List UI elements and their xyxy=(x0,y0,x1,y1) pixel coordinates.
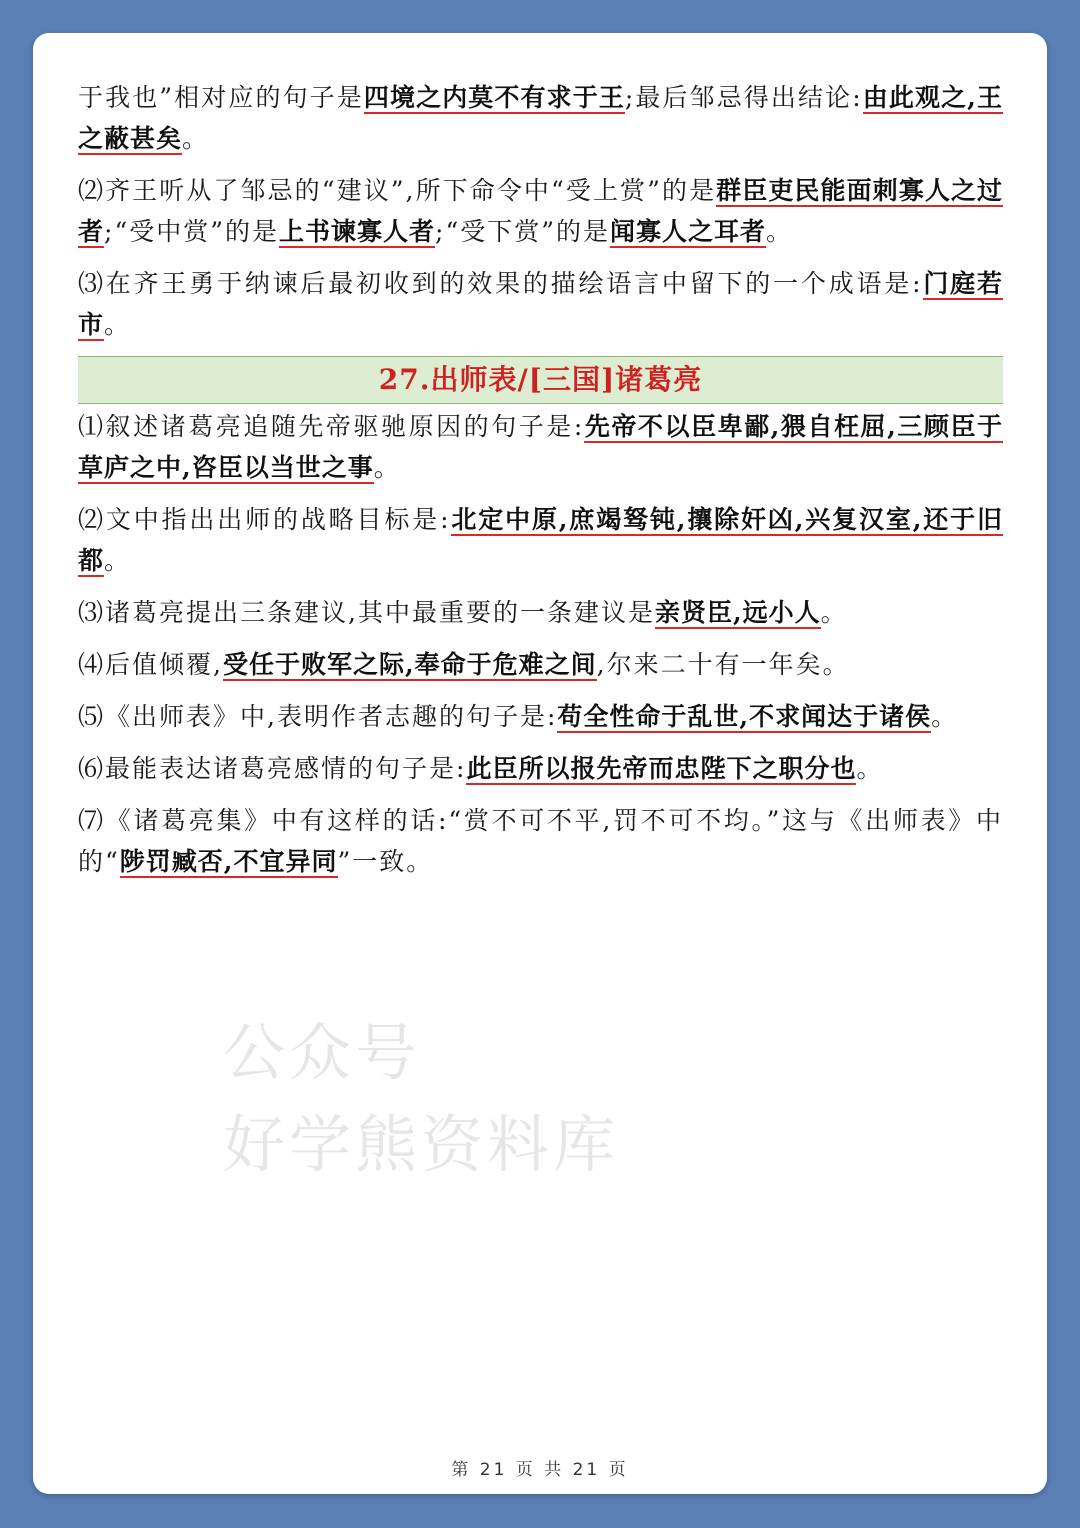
answer-text: 陟罚臧否,不宜异同 xyxy=(119,847,338,876)
answer-text: 受任于败军之际,奉命于危难之间 xyxy=(222,650,597,679)
question-paragraph xyxy=(78,77,1003,159)
question-text: 。 xyxy=(856,754,884,783)
question-text: ”一致。 xyxy=(337,847,434,876)
question-text: ;最后邹忌得出结论: xyxy=(624,83,863,112)
question-paragraph xyxy=(78,406,1003,488)
watermark-line-1: 公众号 xyxy=(223,1016,422,1089)
answer-text: 群臣吏民能面刺寡人之过者 xyxy=(78,176,1003,246)
answer-text: 北定中原,庶竭驽钝,攘除奸凶,兴复汉室,还于旧都 xyxy=(78,505,1003,575)
question-text: ⑺《诸葛亮集》中有这样的话:“赏不可不平,罚不可不均。”这与《出师表》中的“ xyxy=(78,806,1003,876)
answer-text: 闻寡人之耳者 xyxy=(610,217,767,246)
question-paragraph xyxy=(78,592,1003,633)
question-text: ⑵齐王听从了邹忌的“建议”,所下命令中“受上赏”的是 xyxy=(78,176,717,205)
question-paragraph xyxy=(78,800,1003,882)
answer-text: 亲贤臣,远小人 xyxy=(654,598,821,627)
document-page xyxy=(33,33,1047,1494)
page-content xyxy=(78,77,1003,893)
answer-text: 先帝不以臣卑鄙,猥自枉屈,三顾臣于草庐之中,咨臣以当世之事 xyxy=(78,412,1003,482)
answer-text: 由此观之,王之蔽甚矣 xyxy=(78,83,1003,153)
answer-text: 门庭若市 xyxy=(78,269,1003,339)
watermark-line-2: 好学熊资料库 xyxy=(223,1108,620,1181)
question-text: ;“受下赏”的是 xyxy=(435,217,611,246)
question-paragraph xyxy=(78,263,1003,345)
question-paragraph xyxy=(78,644,1003,685)
answer-text: 四境之内莫不有求于王 xyxy=(363,83,625,112)
question-paragraph xyxy=(78,170,1003,252)
question-text: ⑸《出师表》中,表明作者志趣的句子是: xyxy=(78,702,558,731)
question-paragraph xyxy=(78,696,1003,737)
section-header: 27.出师表/[三国]诸葛亮 xyxy=(78,356,1003,404)
answer-text: 此臣所以报先帝而忠陛下之职分也 xyxy=(466,754,857,783)
question-text: 。 xyxy=(104,546,132,575)
question-text: ⑴叙述诸葛亮追随先帝驱驰原因的句子是: xyxy=(78,412,585,441)
question-text: 。 xyxy=(373,453,401,482)
question-text: ⑶在齐王勇于纳谏后最初收到的效果的描绘语言中留下的一个成语是: xyxy=(78,269,923,298)
question-text: 于我也”相对应的句子是 xyxy=(78,83,364,112)
question-text: 。 xyxy=(182,124,210,153)
question-text: 。 xyxy=(104,310,132,339)
question-text: ⑵文中指出出师的战略目标是: xyxy=(78,505,451,534)
question-paragraph xyxy=(78,499,1003,581)
question-text: ⑹最能表达诸葛亮感情的句子是: xyxy=(78,754,467,783)
question-text: 。 xyxy=(820,598,848,627)
question-text: ;“受中赏”的是 xyxy=(104,217,280,246)
question-text: 。 xyxy=(766,217,794,246)
page-footer: 第 21 页 共 21 页 xyxy=(451,1460,629,1480)
question-text: ⑷后值倾覆, xyxy=(78,650,223,679)
answer-text: 上书谏寡人者 xyxy=(279,217,436,246)
question-text: ⑶诸葛亮提出三条建议,其中最重要的一条建议是 xyxy=(78,598,655,627)
question-text: ,尔来二十有一年矣。 xyxy=(596,650,850,679)
question-paragraph xyxy=(78,748,1003,789)
question-text: 。 xyxy=(931,702,959,731)
answer-text: 苟全性命于乱世,不求闻达于诸侯 xyxy=(557,702,932,731)
